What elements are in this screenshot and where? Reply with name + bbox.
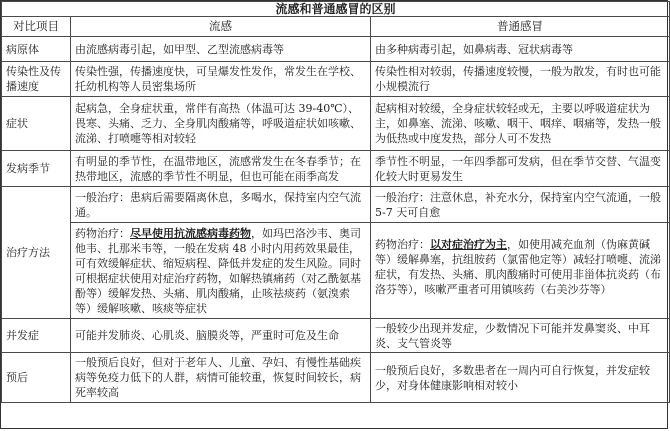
cold-cell: 传染性相对较弱，传播速度较慢，一般为散发，有时也可能小规模流行 — [371, 62, 670, 97]
cold-drug-prefix: 药物治疗： — [375, 238, 430, 251]
title-row — [2, 2, 670, 17]
flu-cell: 起病急，全身症状重，常伴有高热（体温可达 39-40℃）、畏寒、头痛、乏力、全身肌肉酸痛等，呼吸道症状如咳嗽、流涕、打喷嚏等相对较轻 — [71, 97, 371, 151]
flu-cell: 传染性强，传播速度快，可呈爆发性发作，常发生在学校、托幼机构等人员密集场所 — [71, 62, 371, 97]
header-cold: 普通感冒 — [371, 17, 670, 37]
flu-general-treatment: 一般治疗：患病后需要隔离休息，多喝水，保持室内空气流通。 — [75, 191, 361, 219]
header-flu: 流感 — [71, 17, 371, 37]
row-label: 治疗方法 — [2, 187, 71, 319]
cold-general-treatment: 一般治疗：注意休息，补充水分，保持室内空气流通，一般 5-7 天可自愈 — [375, 191, 661, 219]
flu-drug-details: ，如玛巴洛沙韦、奥司他韦、扎那米韦等，一般在发病 48 小时内用药效果最佳，可有效缓解症状、缩短病程、降低并发症的发生风险。同时可根据症状使用对症治疗药物，如解热镇痛药（对乙酰氨基酚等）缓解发热、头痛、肌肉酸痛，止咳祛痰药（氨溴索等）缓解咳嗽、咳痰等症状 — [75, 227, 361, 315]
cold-drug-emphasis: 以对症治疗为主 — [430, 238, 507, 251]
comparison-table — [1, 1, 670, 403]
row-pathogen — [2, 37, 670, 62]
cold-cell: 一般较少出现并发症，少数情况下可能并发鼻窦炎、中耳炎、支气管炎等 — [371, 319, 670, 353]
flu-cell: 可能并发肺炎、心肌炎、脑膜炎等，严重时可危及生命 — [71, 319, 371, 353]
row-complications — [2, 319, 670, 353]
row-label: 症状 — [2, 97, 71, 151]
header-item: 对比项目 — [2, 17, 71, 37]
table-title: 流感和普通感冒的区别 — [2, 2, 670, 17]
cold-cell: 由多种病毒引起，如鼻病毒、冠状病毒等 — [371, 37, 670, 62]
row-prognosis — [2, 353, 670, 403]
header-row — [2, 17, 670, 37]
row-label: 发病季节 — [2, 151, 71, 187]
cold-drug-details: ，如使用减充血剂（伪麻黄碱等）缓解鼻塞，抗组胺药（氯雷他定等）减轻打喷嚏、流涕症状，有发热、头痛、肌肉酸痛时可使用非甾体抗炎药（布洛芬等），咳嗽严重者可用镇咳药（右美沙芬等） — [375, 238, 661, 296]
flu-cell: 一般预后良好，但对于老年人、儿童、孕妇、有慢性基础疾病等免疫力低下的人群，病情可能较重，恢复时间较长，病死率较高 — [71, 353, 371, 403]
flu-cell: 有明显的季节性，在温带地区，流感常发生在冬春季节；在热带地区，流感的季节性不明显，但也可能在雨季高发 — [71, 151, 371, 187]
cold-treatment-cell — [371, 187, 670, 319]
flu-cell: 由流感病毒引起，如甲型、乙型流感病毒等 — [71, 37, 371, 62]
row-label: 传染性及传播速度 — [2, 62, 71, 97]
row-label: 并发症 — [2, 319, 71, 353]
row-symptoms — [2, 97, 670, 151]
cold-drug-treatment — [371, 222, 669, 299]
row-label: 病原体 — [2, 37, 71, 62]
cold-cell: 起病相对较缓，全身症状较轻或无，主要以呼吸道症状为主，如鼻塞、流涕、咳嗽、咽干、咽痒、咽痛等，发热一般为低热或中度发热，部分人可不发热 — [371, 97, 670, 151]
flu-drug-prefix: 药物治疗： — [75, 227, 130, 240]
flu-drug-treatment — [71, 222, 370, 318]
cold-cell: 季节性不明显，一年四季都可发病，但在季节交替、气温变化较大时更易发生 — [371, 151, 670, 187]
row-transmission — [2, 62, 670, 97]
row-label: 预后 — [2, 353, 71, 403]
row-treatment — [2, 187, 670, 319]
flu-drug-emphasis: 尽早使用抗流感病毒药物 — [130, 227, 251, 240]
row-season — [2, 151, 670, 187]
flu-treatment-cell — [71, 187, 371, 319]
cold-cell: 一般预后良好，多数患者在一周内可自行恢复，并发症较少，对身体健康影响相对较小 — [371, 353, 670, 403]
